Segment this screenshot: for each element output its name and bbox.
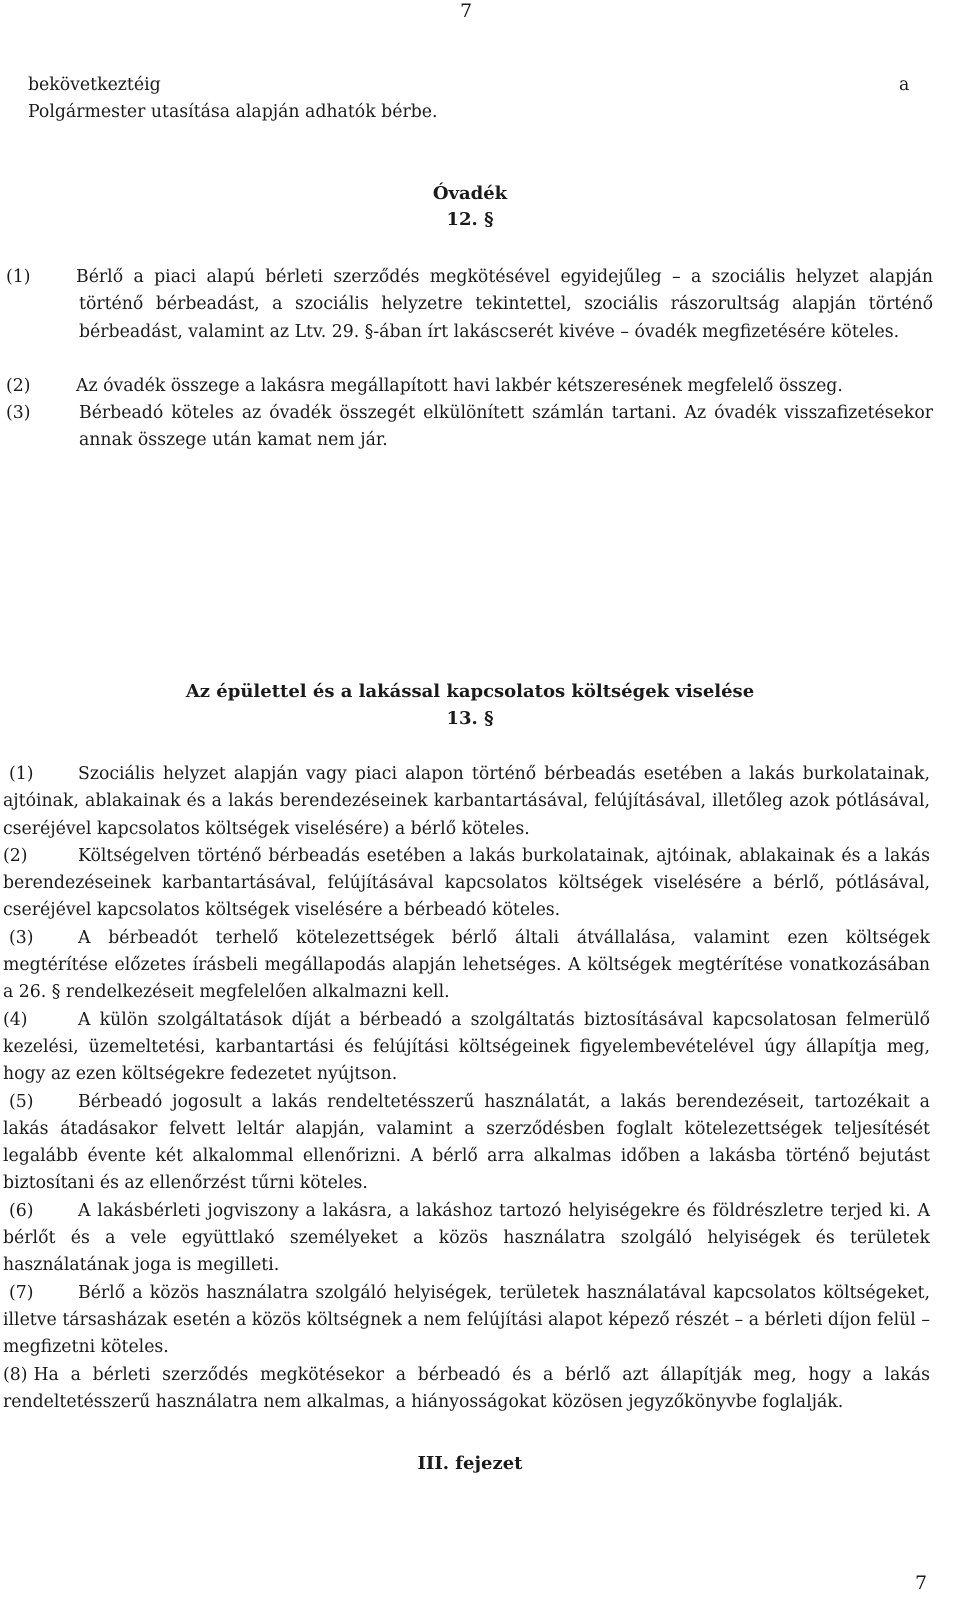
ovadek-title: Óvadék	[432, 183, 508, 204]
page-number-bottom: 7	[915, 1572, 928, 1594]
koltsegek-items	[3, 761, 930, 1416]
koltsegek-item-1-text: Szociális helyzet alapján vagy piaci alapon történő bérbeadás esetében a lakás burkolatainak, ajtóinak, ablakainak és a lakás berendezéseinek karbantartásával, felújításával, illetőleg azok pótlásával, cseréjével kapcsolatos költségek viselésére) a bérlő köteles.	[3, 764, 930, 839]
intro-line-2: Polgármester utasítása alapján adhatók bérbe.	[28, 102, 438, 122]
koltsegek-item-7-text: Bérlő a közös használatra szolgáló helyiségek, területek használatával kapcsolatos költségeket, illetve társasházak esetén a közös költségnek a nem felújítási alapot képező részét – a bérleti díjon felül – megfizetni köteles.	[3, 1282, 930, 1358]
koltsegek-item-5	[3, 1089, 930, 1198]
intro-line-1-right: a	[899, 75, 910, 95]
koltsegek-item-8-num: (8)	[3, 1364, 28, 1385]
ovadek-item-2-num: (2)	[6, 376, 31, 396]
ovadek-item-2	[6, 373, 933, 400]
koltsegek-item-6-text: A lakásbérleti jogviszony a lakásra, a lakáshoz tartozó helyiségekre és földrészletre terjed ki. A bérlőt és a vele együttlakó személyeket a közös használatra szolgáló helyiségek és területek használatának joga is megilleti.	[3, 1200, 930, 1276]
intro-line-1: bekövetkeztéig	[28, 75, 161, 95]
koltsegek-title: Az épülettel és a lakással kapcsolatos költségek viselése	[185, 681, 755, 702]
ovadek-item-3-text: Bérbeadó köteles az óvadék összegét elkülönített számlán tartani. Az óvadék visszafizetésekor annak összege után kamat nem jár.	[79, 403, 933, 451]
page-number-top: 7	[460, 0, 473, 22]
chapter-title: III. fejezet	[417, 1453, 523, 1474]
koltsegek-item-1	[3, 761, 930, 843]
ovadek-item-1-num: (1)	[6, 267, 31, 287]
ovadek-item-1	[6, 264, 933, 346]
koltsegek-item-8	[3, 1362, 930, 1417]
koltsegek-item-2	[3, 843, 930, 925]
ovadek-item-3	[6, 400, 933, 455]
koltsegek-item-2-num: (2)	[3, 845, 28, 866]
koltsegek-item-4-text: A külön szolgáltatások díját a bérbeadó a szolgáltatás biztosításával kapcsolatosan felmerülő kezelési, üzemeltetési, karbantartási és felújítási költségeinek figyelembevételével úgy állapítja meg, hogy az ezen költségekre fedezetet nyújtson.	[3, 1009, 930, 1085]
koltsegek-item-7-num: (7)	[9, 1282, 34, 1303]
koltsegek-item-3	[3, 925, 930, 1007]
koltsegek-section: 13. §	[446, 708, 494, 729]
koltsegek-item-5-num: (5)	[9, 1091, 34, 1112]
ovadek-item-2-text: Az óvadék összege a lakásra megállapított havi lakbér kétszeresének megfelelő összeg.	[76, 376, 843, 396]
koltsegek-item-6	[3, 1198, 930, 1280]
ovadek-section: 12. §	[446, 209, 494, 230]
koltsegek-item-4	[3, 1007, 930, 1089]
koltsegek-item-5-text: Bérbeadó jogosult a lakás rendeltetésszerű használatát, a lakás berendezéseit, tartozékait a lakás átadásakor felvett leltár alapján, valamint a szerződésben foglalt kötelezettségek teljesítését legalább évente két alkalommal ellenőrizni. A bérlő arra alkalmas időben a lakásba történő bejutást biztosítani és az ellenőrzést tűrni köteles.	[3, 1091, 930, 1194]
koltsegek-item-3-text: A bérbeadót terhelő kötelezettségek bérlő általi átvállalása, valamint ezen költségek megtérítése előzetes írásbeli megállapodás alapján lehetséges. A költségek megtérítése vonatkozásában a 26. § rendelkezéseit megfelelően alkalmazni kell.	[3, 927, 930, 1003]
koltsegek-item-4-num: (4)	[3, 1009, 28, 1030]
koltsegek-item-8-text: Ha a bérleti szerződés megkötésekor a bérbeadó és a bérlő azt állapítják meg, hogy a lakás rendeltetésszerű használatra nem alkalmas, a hiányosságokat közösen jegyzőkönyvbe foglalják.	[3, 1364, 930, 1412]
ovadek-item-3-num: (3)	[6, 403, 31, 423]
koltsegek-item-1-num: (1)	[9, 764, 34, 784]
ovadek-item-1-first: Bérlő a piaci alapú bérleti szerződés megkötésével egyidejűleg – a szociális helyzet alapján	[76, 267, 933, 287]
koltsegek-item-3-num: (3)	[9, 927, 34, 948]
ovadek-item-1-rest: történő bérbeadást, a szociális helyzetre tekintettel, szociális rászorultság alapján történő bérbeadást, valamint az Ltv. 29. §-ában írt lakáscserét kivéve – óvadék megfizetésére köteles.	[79, 294, 933, 342]
koltsegek-item-2-text: Költségelven történő bérbeadás esetében a lakás burkolatainak, ajtóinak, ablakainak és a lakás berendezéseinek karbantartásával, felújításával kapcsolatos költségek viselésére a bérlő, pótlásával, cseréjével kapcsolatos költségek viselésére a bérbeadó köteles.	[3, 845, 930, 921]
koltsegek-item-7	[3, 1280, 930, 1362]
koltsegek-item-6-num: (6)	[9, 1200, 34, 1221]
